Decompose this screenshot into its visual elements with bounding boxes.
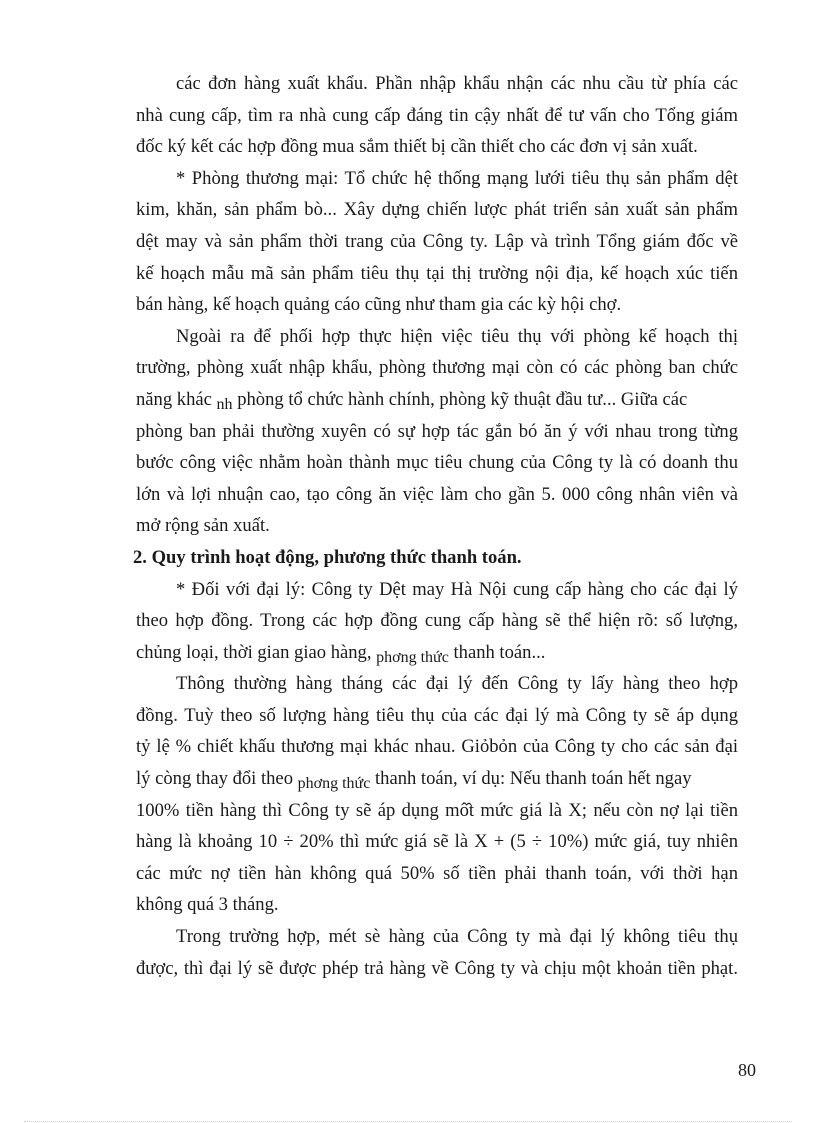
text-line: các đơn hàng xuất khẩu. Phần nhập khẩu nhận các nhu cầu từ phía các [176,73,738,94]
subscript-fragment: nh [216,395,233,413]
text-line: * Phòng thương mại: Tổ chức hệ thống mạng lưới tiêu thụ sản phẩm dệt [176,167,738,189]
text-fragment: lý còng thay đổi theo [136,768,298,790]
text-line-with-subscript [136,384,738,416]
text-fragment: năng khác [136,388,217,410]
text-line-with-subscript [136,763,738,795]
text-line-with-subscript [136,637,738,669]
text-fragment: thanh toán... [448,641,546,663]
text-line: dệt may và sản phẩm thời trang của Công ty. Lập và trình Tổng giám đốc về [136,230,738,252]
page-bottom-divider [24,1121,792,1122]
text-line: lớn và lợi nhuận cao, tạo công ăn việc làm cho gần 5. 000 công nhân viên và [136,483,738,505]
text-line: theo hợp đồng. Trong các hợp đồng cung cấp hàng sẽ thể hiện rõ: số lượng, [136,610,738,632]
text-fragment: thanh toán, ví dụ: Nếu thanh toán hết ngay [370,768,692,790]
text-line: nhà cung cấp, tìm ra nhà cung cấp đáng tin cậy nhất để tư vấn cho Tổng giám [136,104,738,126]
text-line: mở rộng sản xuất. [136,515,270,537]
page-number: 80 [738,1060,756,1080]
text-line: được, thì đại lý sẽ được phép trả hàng về Công ty và chịu một khoản tiền phạt. [136,957,738,979]
text-line: Trong trường hợp, mét sè hàng của Công ty mà đại lý không tiêu thụ [176,926,738,948]
text-line: trường, phòng xuất nhập khẩu, phòng thương mại còn có các phòng ban chức [136,357,738,379]
text-line: không quá 3 tháng. [136,894,279,916]
text-fragment: phòng tổ chức hành chính, phòng kỹ thuật đầu tư... Giữa các [232,388,688,410]
section-heading: 2. Quy trình hoạt động, phương thức thanh toán. [133,546,522,568]
text-line: hàng là khoảng 10 ÷ 20% thì mức giá sẽ là X + (5 ÷ 10%) mức giá, tuy nhiên [136,831,738,853]
body-text [133,68,738,984]
text-line: Ngoài ra để phối hợp thực hiện việc tiêu thụ với phòng kế hoạch thị [176,325,738,347]
subscript-fragment: phơng thức [376,648,449,666]
text-line: Thông thường hàng tháng các đại lý đến Công ty lấy hàng theo hợp [176,673,738,695]
text-line: phòng ban phải thường xuyên có sự hợp tác gắn bó ăn ý với nhau trong từng [136,420,738,442]
text-line: 100% tiền hàng thì Công ty sẽ áp dụng mô̂t mức giá là X; nếu còn nợ lại tiền [136,799,738,821]
text-line: kế hoạch mẫu mã sản phẩm tiêu thụ tại thị trường nội địa, kế hoạch xúc tiến [136,262,738,284]
text-line: bước công việc nhằm hoàn thành mục tiêu chung của Công ty là có doanh thu [136,452,738,474]
text-fragment: chủng loại, thời gian giao hàng, [136,641,377,663]
text-line: các mức nợ tiền hàn không quá 50% số tiền phải thanh toán, với thời hạn [136,862,738,884]
subscript-fragment: phơng thức [297,775,371,793]
text-line: bán hàng, kế hoạch quảng cáo cũng như tham gia các kỳ hội chợ. [136,294,622,316]
text-line: kim, khăn, sản phẩm bò... Xây dựng chiến lược phát triển sản xuất sản phẩm [136,199,738,221]
text-line: đồng. Tuỳ theo số lượng hàng tiêu thụ của các đại lý mà Công ty sẽ áp dụng [136,704,738,726]
text-line: tỷ lệ % chiết khấu thương mại khác nhau. Giỏbỏn của Công ty cho các sản đại [136,736,738,758]
text-line: * Đối với đại lý: Công ty Dệt may Hà Nội cung cấp hàng cho các đại lý [176,578,738,600]
text-line: đốc ký kết các hợp đồng mua sắm thiết bị cần thiết cho các đơn vị sản xuất. [136,136,698,158]
